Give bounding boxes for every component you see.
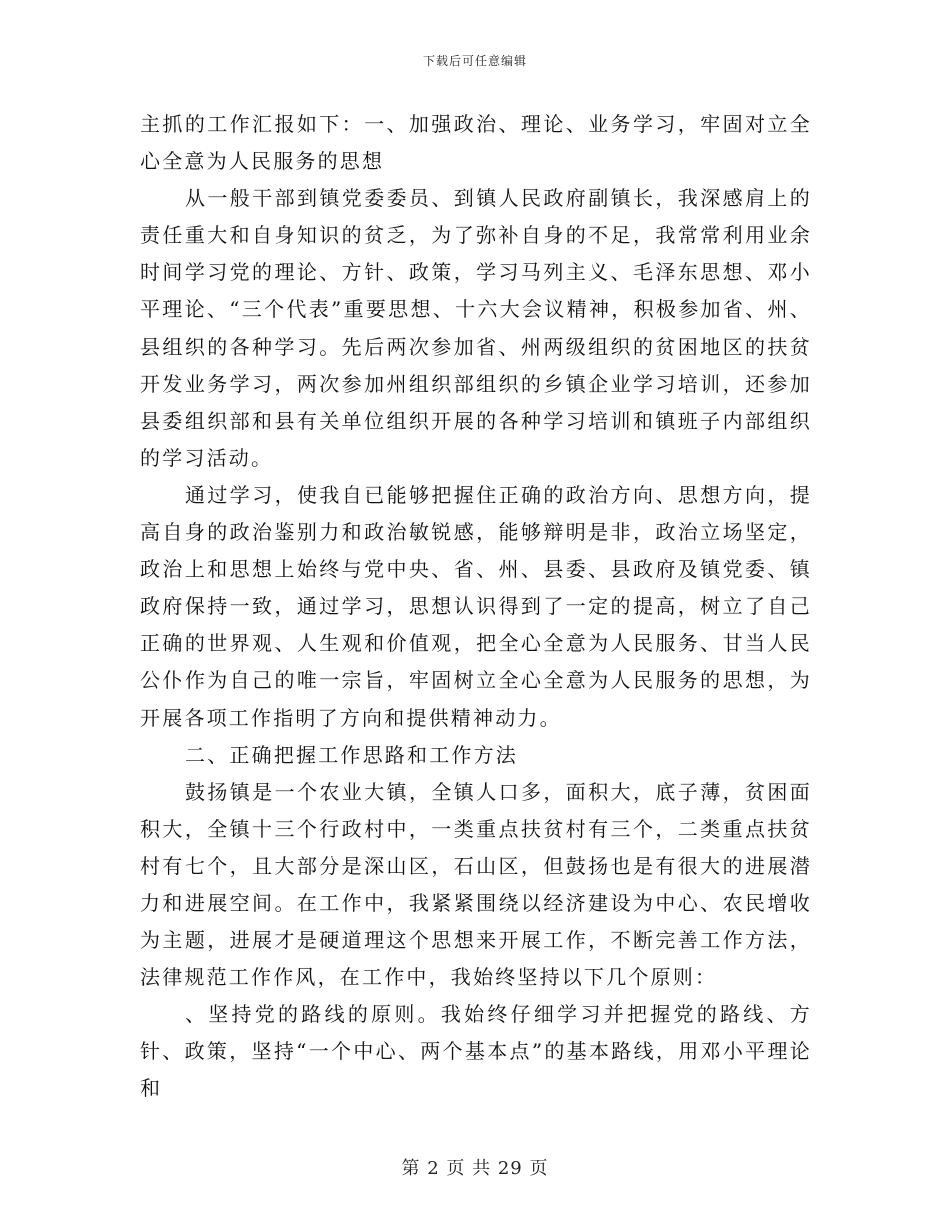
- page-number: 第 2 页 共 29 页: [401, 1158, 549, 1179]
- paragraph-principle: 、坚持党的路线的原则。我始终仔细学习并把握党的路线、方针、政策，坚持“一个中心、两个基本点”的基本路线，用邓小平理论和: [140, 1002, 812, 1101]
- page-header: 下载后可任意编辑: [422, 54, 527, 68]
- paragraph-study: 从一般干部到镇党委委员、到镇人民政府副镇长，我深感肩上的责任重大和自身知识的贫乏，为了弥补自身的不足，我常常利用业余时间学习党的理论、方针、政策，学习马列主义、毛泽东思想、邓小平理论、“三个代表”重要思想、十六大会议精神，积极参加省、州、县组织的各种学习。先后两次参加省、州两级组织的贫困地区的扶贫开发业务学习，两次参加州组织部组织的乡镇企业学习培训，还参加县委组织部和县有关单位组织开展的各种学习培训和镇班子内部组织的学习活动。: [140, 186, 812, 470]
- section-heading-two: 二、正确把握工作思路和工作方法: [185, 742, 518, 767]
- paragraph-town: 鼓扬镇是一个农业大镇，全镇人口多，面积大，底子薄，贫困面积大，全镇十三个行政村中，一类重点扶贫村有三个，二类重点扶贫村有七个，且大部分是深山区，石山区，但鼓扬也是有很大的进展潜力和进展空间。在工作中，我紧紧围绕以经济建设为中心、农民增收为主题，进展才是硬道理这个思想来开展工作，不断完善工作方法，法律规范工作作风，在工作中，我始终坚持以下几个原则：: [140, 779, 812, 990]
- paragraph-intro: 主抓的工作汇报如下：一、加强政治、理论、业务学习，牢固对立全心全意为人民服务的思想: [140, 112, 812, 174]
- document-body: [140, 106, 812, 1108]
- paragraph-results: 通过学习，使我自已能够把握住正确的政治方向、思想方向，提高自身的政治鉴别力和政治敏锐感，能够辩明是非，政治立场坚定，政治上和思想上始终与党中央、省、州、县委、县政府及镇党委、镇政府保持一致，通过学习，思想认识得到了一定的提高，树立了自己正确的世界观、人生观和价值观，把全心全意为人民服务、甘当人民公仆作为自己的唯一宗旨，牢固树立全心全意为人民服务的思想，为开展各项工作指明了方向和提供精神动力。: [140, 482, 812, 730]
